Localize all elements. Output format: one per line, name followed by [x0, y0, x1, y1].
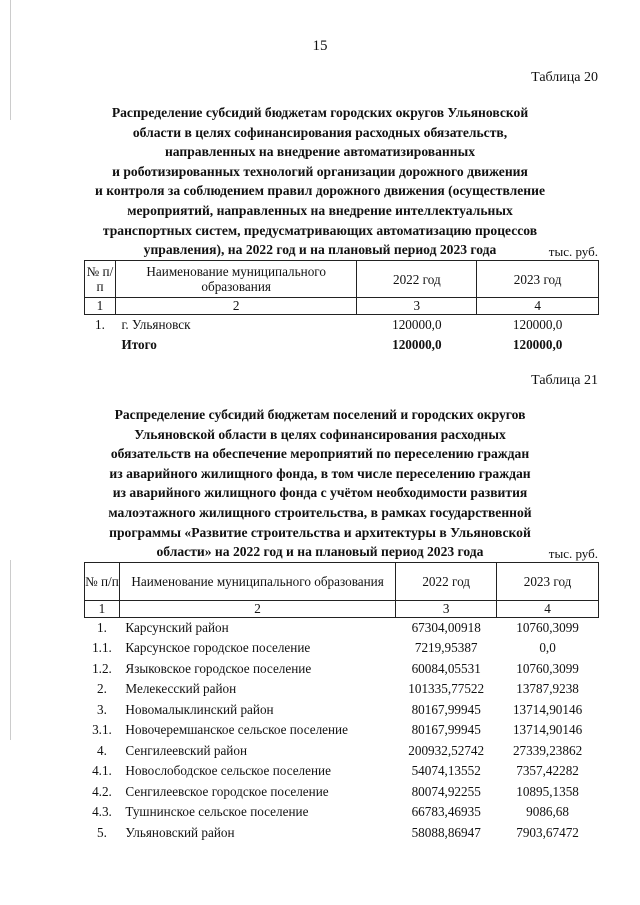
page-number: 15: [312, 38, 328, 54]
title-line: области» на 2022 год и на плановый период 2023 года: [156, 544, 484, 560]
row-2023: 13787,9238: [516, 681, 579, 697]
index-cell: 4: [497, 601, 599, 618]
row-2023: 7903,67472: [516, 824, 579, 840]
total-2022: 120000,0: [392, 336, 442, 352]
index-row: [85, 601, 599, 618]
table-row: [85, 679, 599, 700]
row-2023: 10895,1358: [516, 783, 579, 799]
header-name: Наименование муниципального образования: [119, 563, 395, 601]
title-line: Ульяновской области в целях софинансирования расходных: [134, 426, 506, 442]
row-2023: 7357,42282: [516, 763, 579, 779]
title-line: малоэтажного жилищного строительства, в рамках государственной: [108, 504, 532, 520]
table-row: [85, 700, 599, 721]
total-2023: 120000,0: [512, 336, 563, 352]
row-num: 4.: [97, 742, 107, 758]
row-num: 4.2.: [92, 783, 112, 799]
row-name: Языковское городское поселение: [125, 660, 312, 676]
row-2022: 66783,46935: [411, 804, 481, 820]
row-2023: 27339,23862: [512, 742, 583, 758]
row-name: Мелекесский район: [125, 681, 237, 697]
index-cell: 4: [477, 298, 599, 315]
row-num: 1.: [97, 620, 107, 635]
index-cell: 2: [115, 298, 357, 315]
row-2023: 10760,3099: [516, 660, 579, 676]
row-2022: 60084,05531: [411, 660, 481, 676]
row-name: Тушнинское сельское поселение: [125, 804, 309, 820]
row-name: Ульяновский район: [125, 824, 235, 840]
table-21-unit: тыс. руб.: [548, 546, 598, 561]
table-21: [84, 562, 599, 843]
title-line: из аварийного жилищного фонда с учётом необходимости развития: [112, 485, 528, 501]
table-20-title: [60, 103, 580, 260]
table-row: [85, 659, 599, 680]
row-name: Новомалыклинский район: [125, 701, 274, 717]
header-num: № п/п: [85, 261, 116, 298]
row-2023: 10760,3099: [516, 620, 579, 635]
row-num: 3.1.: [92, 722, 112, 738]
row-name: Сенгилеевское городское поселение: [125, 783, 329, 799]
title-line: мероприятий, направленных на внедрение интеллектуальных: [127, 202, 513, 218]
row-2022: 120000,0: [392, 316, 442, 332]
row-2023: 120000,0: [512, 316, 563, 332]
left-margin-mark: [10, 0, 11, 120]
index-cell: 3: [357, 298, 477, 315]
row-name: г. Ульяновск: [121, 316, 191, 332]
row-name: Новослободское сельское поселение: [125, 763, 331, 779]
row-num: 5.: [97, 824, 107, 840]
title-line: транспортных систем, предусматривающих автоматизацию процессов: [102, 222, 538, 238]
table-20-label: Таблица 20: [531, 70, 598, 85]
header-num: № п/п: [85, 563, 120, 601]
row-num: 4.1.: [92, 763, 112, 779]
row-num: 1.1.: [92, 640, 112, 656]
left-margin-mark: [10, 560, 11, 740]
index-cell: 2: [119, 601, 395, 618]
table-row: [85, 823, 599, 844]
row-2022: 54074,13552: [411, 763, 481, 779]
header-name: Наименование муниципального образования: [115, 261, 357, 298]
row-num: 2.: [97, 681, 107, 697]
header-2023: 2023 год: [497, 563, 599, 601]
table-row: [85, 741, 599, 762]
index-cell: 1: [85, 298, 116, 315]
table-header-row: [85, 563, 599, 601]
row-2023: 9086,68: [526, 804, 569, 820]
index-row: [85, 298, 599, 315]
row-num: 3.: [97, 701, 107, 717]
total-label: Итого: [121, 336, 157, 352]
row-2022: 7219,95387: [414, 640, 478, 656]
row-name: Карсунское городское поселение: [125, 640, 311, 656]
title-line: и контроля за соблюдением правил дорожного движения (осуществление: [94, 183, 546, 199]
title-line: Распределение субсидий бюджетам поселений и городских округов: [114, 407, 526, 422]
index-cell: 3: [396, 601, 497, 618]
table-21-label: Таблица 21: [531, 373, 598, 388]
table-header-row: [85, 261, 599, 298]
row-2022: 80167,99945: [411, 722, 481, 738]
row-2022: 101335,77522: [408, 681, 485, 697]
table-row: [85, 315, 599, 335]
row-2023: 13714,90146: [512, 701, 583, 717]
table-row: [85, 761, 599, 782]
title-line: из аварийного жилищного фонда, в том числе переселению граждан: [109, 465, 531, 481]
table-row: [85, 618, 599, 639]
total-row: [85, 335, 599, 355]
title-line: обязательств на обеспечение мероприятий по переселению граждан: [110, 446, 530, 462]
table-20: [84, 260, 599, 355]
title-line: программы «Развитие строительства и архитектуры в Ульяновской: [109, 524, 531, 540]
title-line: Распределение субсидий бюджетам городских округов Ульяновской: [111, 105, 529, 120]
header-2022: 2022 год: [357, 261, 477, 298]
header-2022: 2022 год: [396, 563, 497, 601]
index-cell: 1: [85, 601, 120, 618]
title-line: направленных на внедрение автоматизированных: [164, 144, 476, 160]
title-line: области в целях софинансирования расходных обязательств,: [132, 124, 508, 140]
row-num: 4.3.: [92, 804, 112, 820]
row-2022: 80074,92255: [411, 783, 481, 799]
row-2023: 0,0: [539, 640, 556, 656]
table-row: [85, 802, 599, 823]
row-2022: 200932,52742: [408, 742, 485, 758]
row-2022: 58088,86947: [411, 824, 481, 840]
table-row: [85, 638, 599, 659]
table-20-unit: тыс. руб.: [548, 244, 598, 259]
row-name: Карсунский район: [125, 620, 229, 635]
table-row: [85, 720, 599, 741]
header-2023: 2023 год: [477, 261, 599, 298]
row-2022: 80167,99945: [411, 701, 481, 717]
row-2023: 13714,90146: [512, 722, 583, 738]
row-name: Новочеремшанское сельское поселение: [125, 722, 348, 738]
title-line: и роботизированных технологий организации дорожного движения: [112, 163, 528, 179]
table-row: [85, 782, 599, 803]
row-2022: 67304,00918: [411, 620, 481, 635]
row-num: 1.2.: [92, 660, 112, 676]
row-name: Сенгилеевский район: [125, 742, 248, 758]
row-num: 1.: [95, 316, 105, 332]
title-line: управления), на 2022 год и на плановый период 2023 года: [143, 242, 497, 258]
table-21-title: [60, 405, 580, 562]
